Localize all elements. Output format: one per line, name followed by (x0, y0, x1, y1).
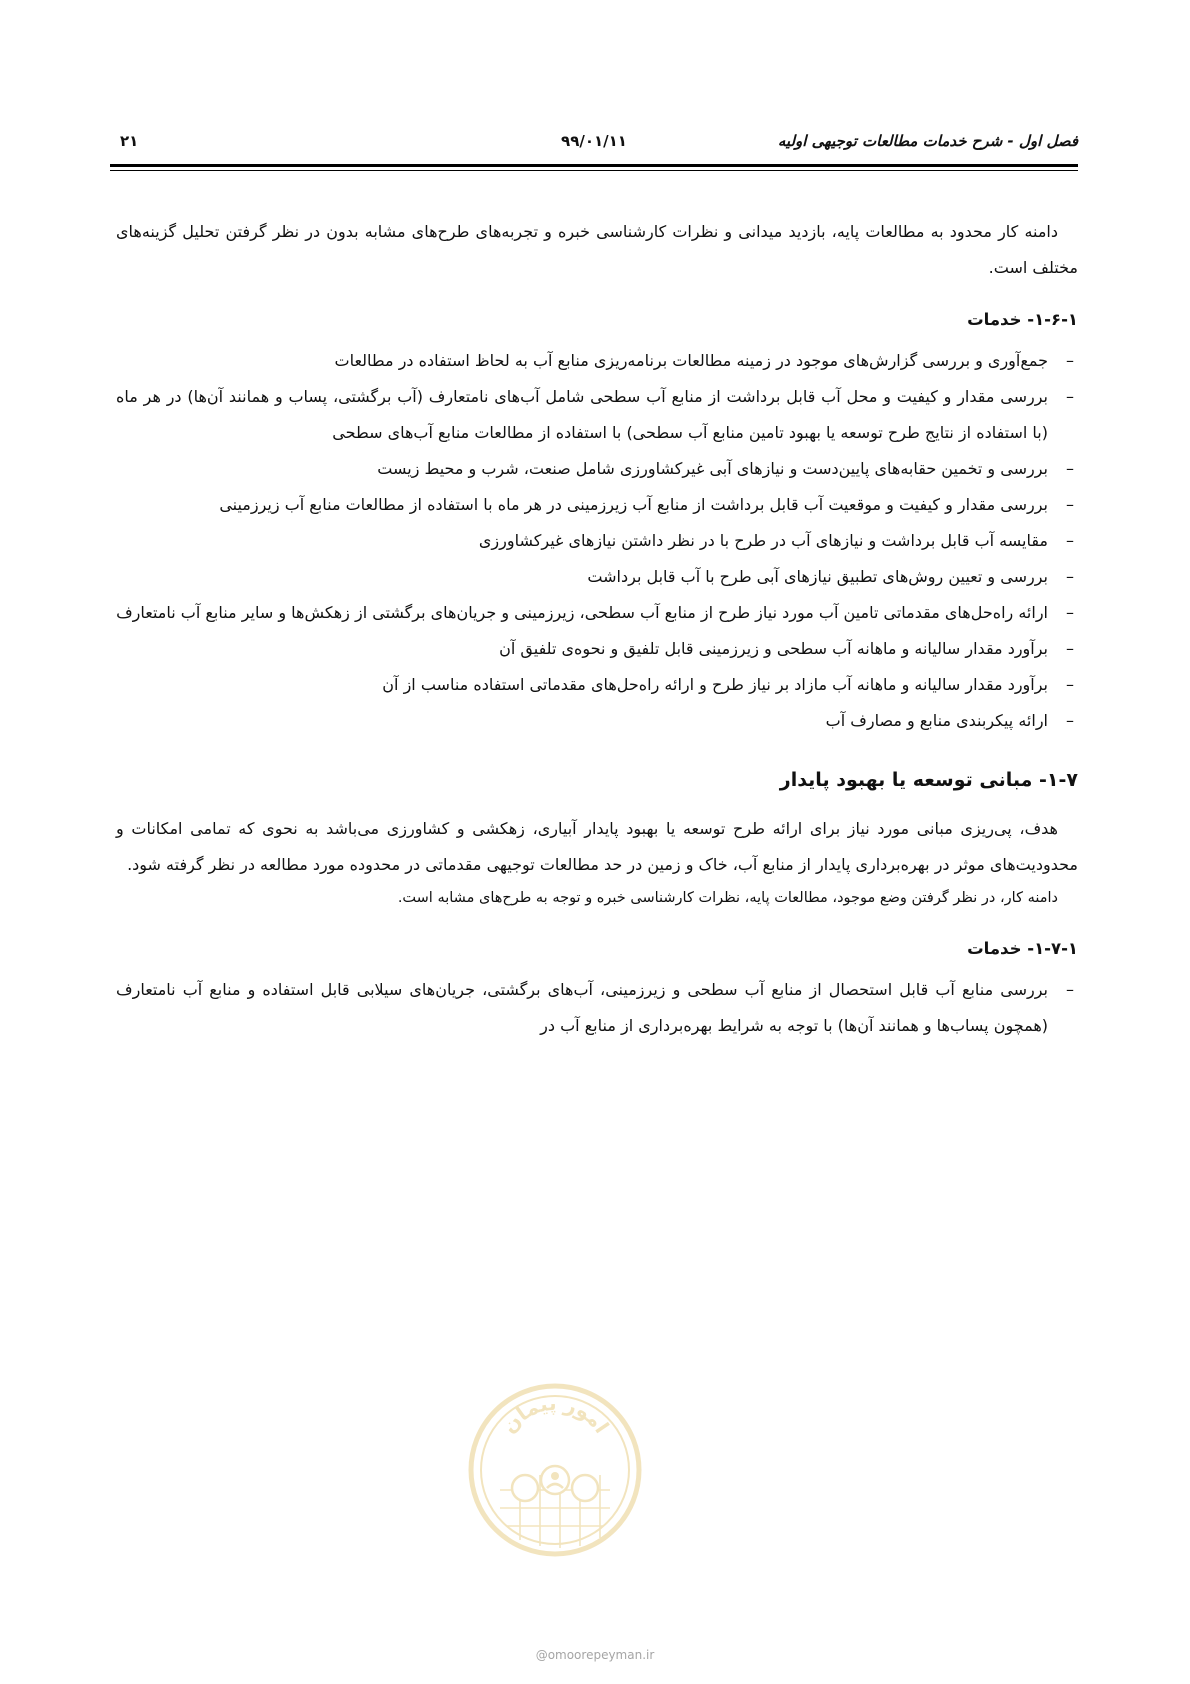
list-item (116, 703, 1078, 739)
list-item (116, 631, 1078, 667)
list-item-text: بررسی و تخمین حقابه‌های پایین‌دست و نیازهای آبی غیرکشاورزی شامل صنعت، شرب و محیط زیست (377, 459, 1048, 478)
dash-bullet: – (1066, 675, 1074, 694)
list-item-text: برآورد مقدار سالیانه و ماهانه آب سطحی و زیرزمینی قابل تلفیق و نحوه‌ی تلفیق آن (499, 639, 1048, 658)
chapter-title: فصل اول - شرح خدمات مطالعات توجیهی اولیه (777, 132, 1078, 150)
page-body (116, 214, 1078, 1044)
intro-paragraph: دامنه کار محدود به مطالعات پایه، بازدید میدانی و نظرات کارشناسی خبره و تجربه‌های طرح‌های مشابه بدون در نظر گرفتن تحلیل گزینه‌های مختلف است. (116, 222, 1078, 277)
page-header (110, 126, 1078, 156)
dash-bullet: – (1066, 711, 1074, 730)
header-rule-thick (110, 164, 1078, 167)
section-1-7-scope: دامنه کار، در نظر گرفتن وضع موجود، مطالعات پایه، نظرات کارشناسی خبره و توجه به طرح‌های مشابه است. (397, 890, 1058, 906)
list-item (116, 595, 1078, 631)
dash-bullet: – (1066, 495, 1074, 514)
list-item-text: مقایسه آب قابل برداشت و نیازهای آب در طرح با در نظر داشتن نیازهای غیرکشاورزی (478, 531, 1048, 550)
list-item (116, 523, 1078, 559)
list-item-text: بررسی مقدار و کیفیت و محل آب قابل برداشت از منابع آب سطحی شامل آب‌های نامتعارف (آب برگشتی، پساب و همانند آن‌ها) در هر ماه (با استفاده از نتایج طرح توسعه یا بهبود تامین منابع آب سطحی) با استفاده از مطالعات منابع آب‌های سطحی (116, 387, 1048, 442)
list-item-text: ارائه راه‌حل‌های مقدماتی تامین آب مورد نیاز طرح از منابع آب سطحی، زیرزمینی و جریان‌های برگشتی از زهکش‌ها و سایر منابع آب نامتعارف (116, 603, 1048, 622)
dash-bullet: – (1066, 979, 1074, 999)
dash-bullet: – (1066, 603, 1074, 622)
section-1-7-heading: ۱-۷- مبانی توسعه یا بهبود پایدار (779, 769, 1078, 791)
header-rule-thin (110, 170, 1078, 171)
section-1-7-paragraph: هدف، پی‌ریزی مبانی مورد نیاز برای ارائه طرح توسعه یا بهبود پایدار آبیاری، زهکشی و کشاورزی می‌باشد به نحوی که تمامی امکانات و محدودیت‌های موثر در بهره‌برداری پایدار از منابع آب، خاک و زمین در حد مطالعات توجیهی مقدماتی در محدوده مورد مطالعه در نظر گرفته شود. (116, 819, 1078, 874)
dash-bullet: – (1066, 639, 1074, 658)
list-item-text: جمع‌آوری و بررسی گزارش‌های موجود در زمینه مطالعات برنامه‌ریزی منابع آب به لحاظ استفاده در مطالعات (334, 351, 1048, 370)
section-1-7-1-heading: ۱-۷-۱- خدمات (967, 938, 1078, 958)
page-number: ۲۱ (120, 132, 139, 150)
dash-bullet: – (1066, 459, 1074, 478)
dash-bullet: – (1066, 567, 1074, 586)
list-item (116, 667, 1078, 703)
list-item-text: برآورد مقدار سالیانه و ماهانه آب مازاد بر نیاز طرح و ارائه راه‌حل‌های مقدماتی استفاده مناسب از آن (382, 675, 1048, 694)
list-item (116, 343, 1078, 379)
section-1-6-1-heading: ۱-۶-۱- خدمات (967, 310, 1078, 329)
section-1-6-1-list (116, 343, 1078, 739)
list-item-text: بررسی منابع آب قابل استحصال از منابع آب سطحی و زیرزمینی، آب‌های برگشتی، جریان‌های سیلابی قابل استفاده و منابع آب نامتعارف (همچون پساب‌ها و همانند آن‌ها) با توجه به شرایط بهره‌برداری از منابع آب در (116, 979, 1048, 1035)
seal-text: امور پیمان (496, 1390, 614, 1438)
watermark-site: @omoorepeyman.ir (535, 1648, 655, 1662)
list-item-text: بررسی مقدار و کیفیت و موقعیت آب قابل برداشت از منابع آب زیرزمینی در هر ماه با استفاده از مطالعات منابع آب زیرزمینی (219, 495, 1048, 514)
watermark-seal-icon (465, 1380, 645, 1560)
list-item-text: بررسی و تعیین روش‌های تطبیق نیازهای آبی طرح با آب قابل برداشت (587, 567, 1048, 586)
list-item (116, 487, 1078, 523)
list-item (116, 559, 1078, 595)
dash-bullet: – (1066, 351, 1074, 370)
section-1-7-1-list (116, 972, 1078, 1044)
header-date: ۹۹/۰۱/۱۱ (561, 132, 627, 150)
list-item (116, 972, 1078, 1044)
dash-bullet: – (1066, 531, 1074, 550)
dash-bullet: – (1066, 387, 1074, 406)
list-item-text: ارائه پیکربندی منابع و مصارف آب (825, 711, 1048, 730)
list-item (116, 379, 1078, 451)
list-item (116, 451, 1078, 487)
